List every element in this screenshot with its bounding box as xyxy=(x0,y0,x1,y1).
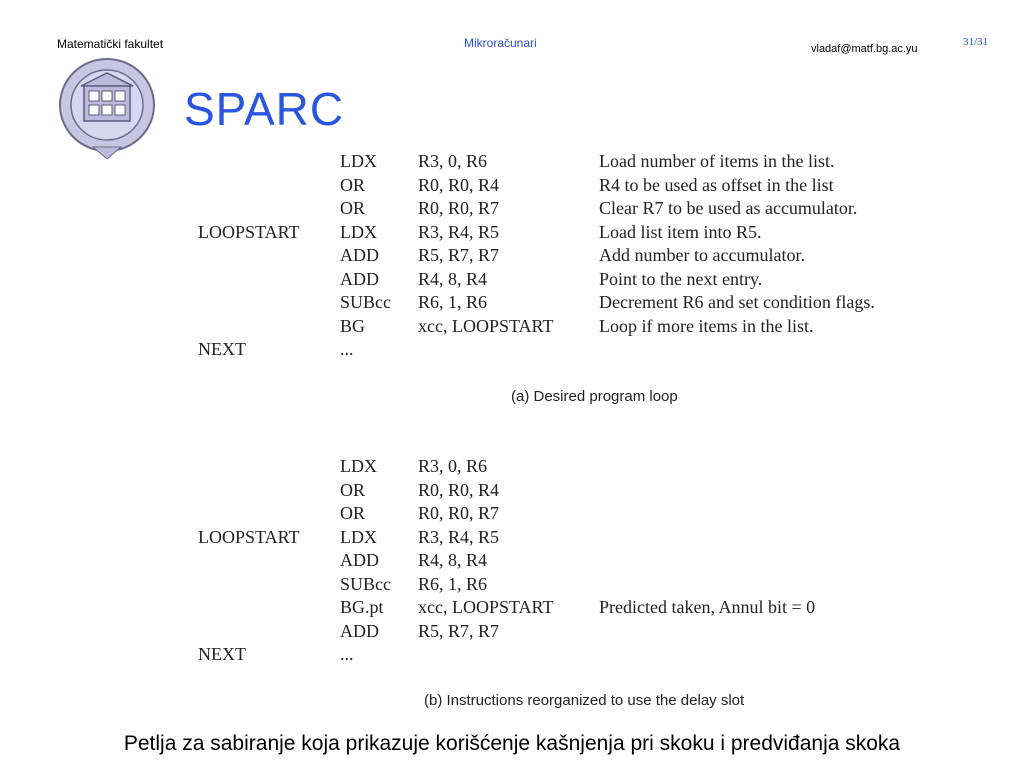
code-label: NEXT xyxy=(198,644,246,664)
code-label: LOOPSTART xyxy=(198,526,300,547)
code-comment: Load number of items in the list. xyxy=(599,151,835,171)
faculty-name: Matematički fakultet xyxy=(57,37,164,51)
code-comment: Point to the next entry. xyxy=(599,268,763,289)
author-email: vladaf@matf.bg.ac.yu xyxy=(811,43,918,55)
code-opcode: SUBcc xyxy=(340,292,391,312)
code-operands: R3, 0, R6 xyxy=(418,151,488,171)
slide-title: SPARC xyxy=(184,83,345,135)
code-operands: xcc, LOOPSTART xyxy=(418,315,554,336)
code-operands: R3, R4, R5 xyxy=(418,526,500,547)
code-comment: Load list item into R5. xyxy=(599,221,762,242)
code-label: LOOPSTART xyxy=(198,221,300,242)
code-label: NEXT xyxy=(198,339,246,359)
course-name: Mikroračunari xyxy=(464,36,537,50)
code-opcode: LDX xyxy=(340,151,377,171)
code-opcode: ADD xyxy=(340,245,379,265)
code-comment: Predicted taken, Annul bit = 0 xyxy=(599,597,816,617)
code-opcode: SUBcc xyxy=(340,573,391,594)
caption-a: (a) Desired program loop xyxy=(511,388,678,405)
slide-footer-text: Petlja za sabiranje koja prikazuje korišćenje kašnjenja pri skoku i predviđanja skoka xyxy=(123,732,901,755)
code-opcode: OR xyxy=(340,503,366,523)
code-operands: R6, 1, R6 xyxy=(418,573,488,594)
caption-b: (b) Instructions reorganized to use the delay slot xyxy=(424,692,745,709)
code-opcode: ... xyxy=(340,644,354,664)
code-opcode: OR xyxy=(340,479,366,500)
code-comment: Clear R7 to be used as accumulator. xyxy=(599,198,858,218)
page-number: 31/31 xyxy=(963,36,989,48)
code-opcode: ADD xyxy=(340,550,379,570)
code-operands: R3, 0, R6 xyxy=(418,456,488,476)
university-seal-logo xyxy=(57,55,157,165)
code-comment: Loop if more items in the list. xyxy=(599,315,814,336)
code-opcode: BG.pt xyxy=(340,597,384,617)
code-opcode: ... xyxy=(340,339,354,359)
code-operands: R0, R0, R7 xyxy=(418,198,500,218)
code-operands: R4, 8, R4 xyxy=(418,268,488,289)
code-operands: R0, R0, R4 xyxy=(418,479,500,500)
code-operands: R3, R4, R5 xyxy=(418,221,500,242)
code-opcode: BG xyxy=(340,315,366,336)
code-comment: Decrement R6 and set condition flags. xyxy=(599,292,875,312)
code-opcode: OR xyxy=(340,174,366,195)
code-operands: R0, R0, R7 xyxy=(418,503,500,523)
code-operands: R0, R0, R4 xyxy=(418,174,500,195)
code-opcode: OR xyxy=(340,198,366,218)
code-operands: R6, 1, R6 xyxy=(418,292,488,312)
code-operands: R5, R7, R7 xyxy=(418,245,500,265)
code-opcode: LDX xyxy=(340,221,377,242)
code-operands: R5, R7, R7 xyxy=(418,620,500,641)
code-operands: R4, 8, R4 xyxy=(418,550,488,570)
code-opcode: ADD xyxy=(340,268,379,289)
code-comment: R4 to be used as offset in the list xyxy=(599,174,834,195)
code-opcode: LDX xyxy=(340,526,377,547)
code-opcode: ADD xyxy=(340,620,379,641)
code-comment: Add number to accumulator. xyxy=(599,245,805,265)
code-opcode: LDX xyxy=(340,456,377,476)
code-operands: xcc, LOOPSTART xyxy=(418,597,554,617)
